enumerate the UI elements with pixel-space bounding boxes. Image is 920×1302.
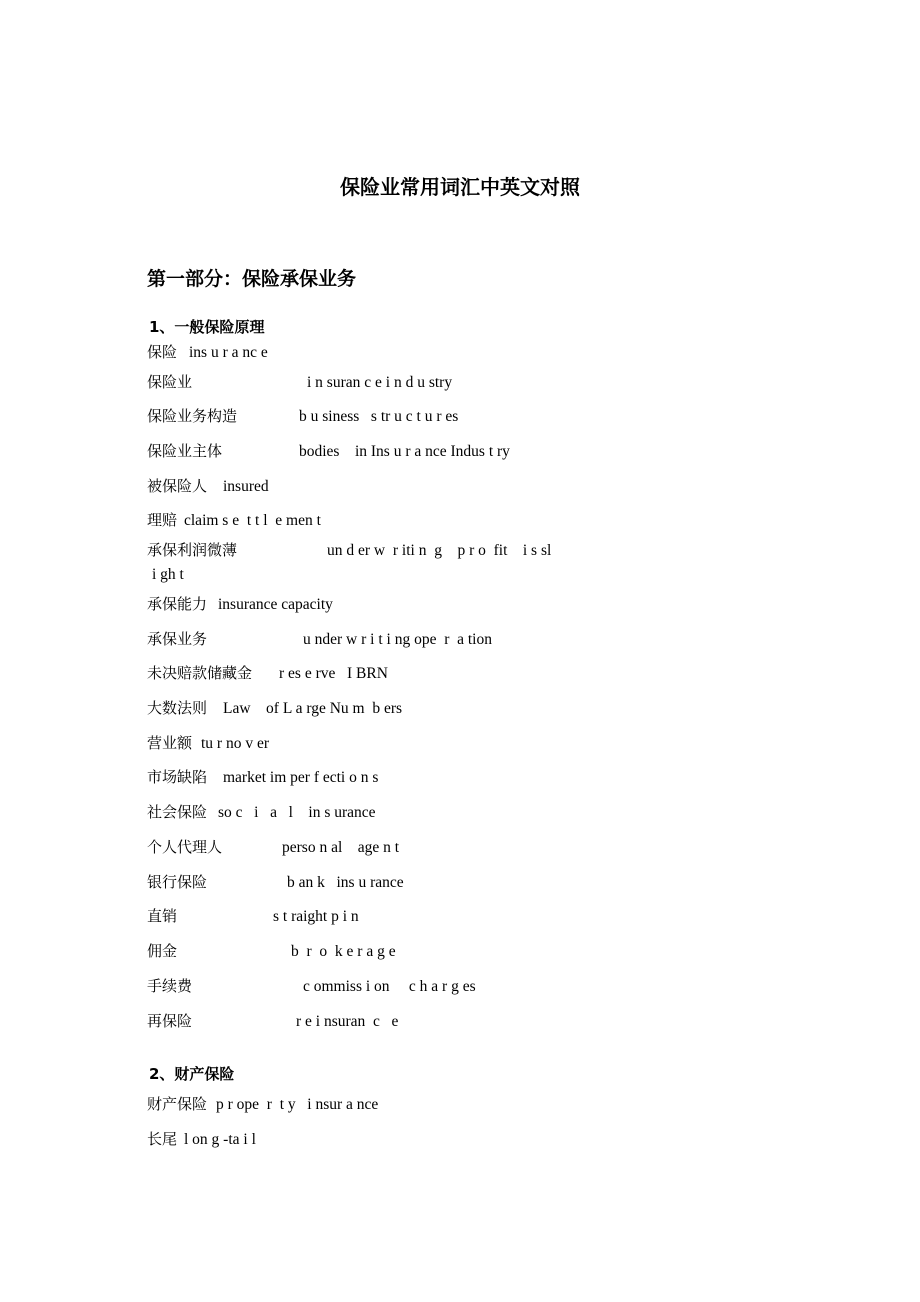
term-en: b r o k e r a g e [291, 943, 396, 960]
term-en: r e i nsuran c e [296, 1013, 399, 1030]
term-en: r es e rve I BRN [279, 665, 388, 682]
term-en: b an k ins u rance [287, 874, 404, 891]
term-zh: 再保险 [147, 1012, 193, 1030]
document-title: 保险业常用词汇中英文对照 [340, 175, 580, 199]
term-en: un d er w r iti n g p r o fit i s sl [327, 542, 552, 559]
term-zh: 佣金 [147, 942, 178, 960]
term-zh: 营业额 [147, 734, 193, 752]
term-en: bodies in Ins u r a nce Indus t ry [299, 443, 510, 460]
term-zh: 银行保险 [147, 873, 208, 891]
term-en: l on g -ta i l [184, 1131, 256, 1148]
term-zh: 保险业务构造 [147, 407, 238, 425]
term-en-continued: i gh t [152, 566, 184, 583]
term-en: insured [223, 478, 269, 495]
term-en: perso n al age n t [282, 839, 400, 856]
term-en: claim s e t t l e men t [184, 512, 321, 529]
term-en: s t raight p i n [273, 908, 359, 925]
term-zh: 社会保险 [147, 803, 208, 821]
term-en: b u siness s tr u c t u r es [299, 408, 459, 425]
term-en: insurance capacity [218, 596, 333, 613]
term-en: market im per f ecti o n s [223, 769, 379, 786]
term-zh: 承保业务 [147, 630, 208, 648]
term-zh: 保险 [147, 343, 178, 361]
term-zh: 承保能力 [147, 595, 208, 613]
term-zh: 保险业 [147, 373, 193, 391]
term-en: p r ope r t y i nsur a nce [216, 1096, 379, 1113]
section-heading: 1、一般保险原理 [149, 318, 265, 336]
term-zh: 理赔 [147, 511, 178, 529]
term-en: ins u r a nc e [189, 344, 268, 361]
term-zh: 大数法则 [147, 699, 208, 717]
term-zh: 个人代理人 [147, 838, 223, 856]
term-en: so c i a l in s urance [218, 804, 376, 821]
term-zh: 长尾 [147, 1130, 178, 1148]
term-en: Law of L a rge Nu m b ers [223, 700, 403, 717]
term-zh: 财产保险 [147, 1095, 208, 1113]
term-zh: 未决赔款储藏金 [147, 664, 253, 682]
term-zh: 保险业主体 [147, 442, 223, 460]
term-en: tu r no v er [201, 735, 270, 752]
section-heading: 2、财产保险 [149, 1065, 235, 1083]
term-zh: 被保险人 [147, 477, 208, 495]
term-en: u nder w r i t i ng ope r a tion [303, 631, 492, 648]
term-zh: 直销 [147, 907, 178, 925]
term-zh: 手续费 [147, 977, 193, 995]
term-en: i n suran c e i n d u stry [307, 374, 453, 391]
term-zh: 市场缺陷 [147, 768, 208, 786]
term-en: c ommiss i on c h a r g es [303, 978, 476, 995]
term-zh: 承保利润微薄 [147, 541, 238, 559]
part-heading: 第一部分：保险承保业务 [147, 268, 357, 290]
